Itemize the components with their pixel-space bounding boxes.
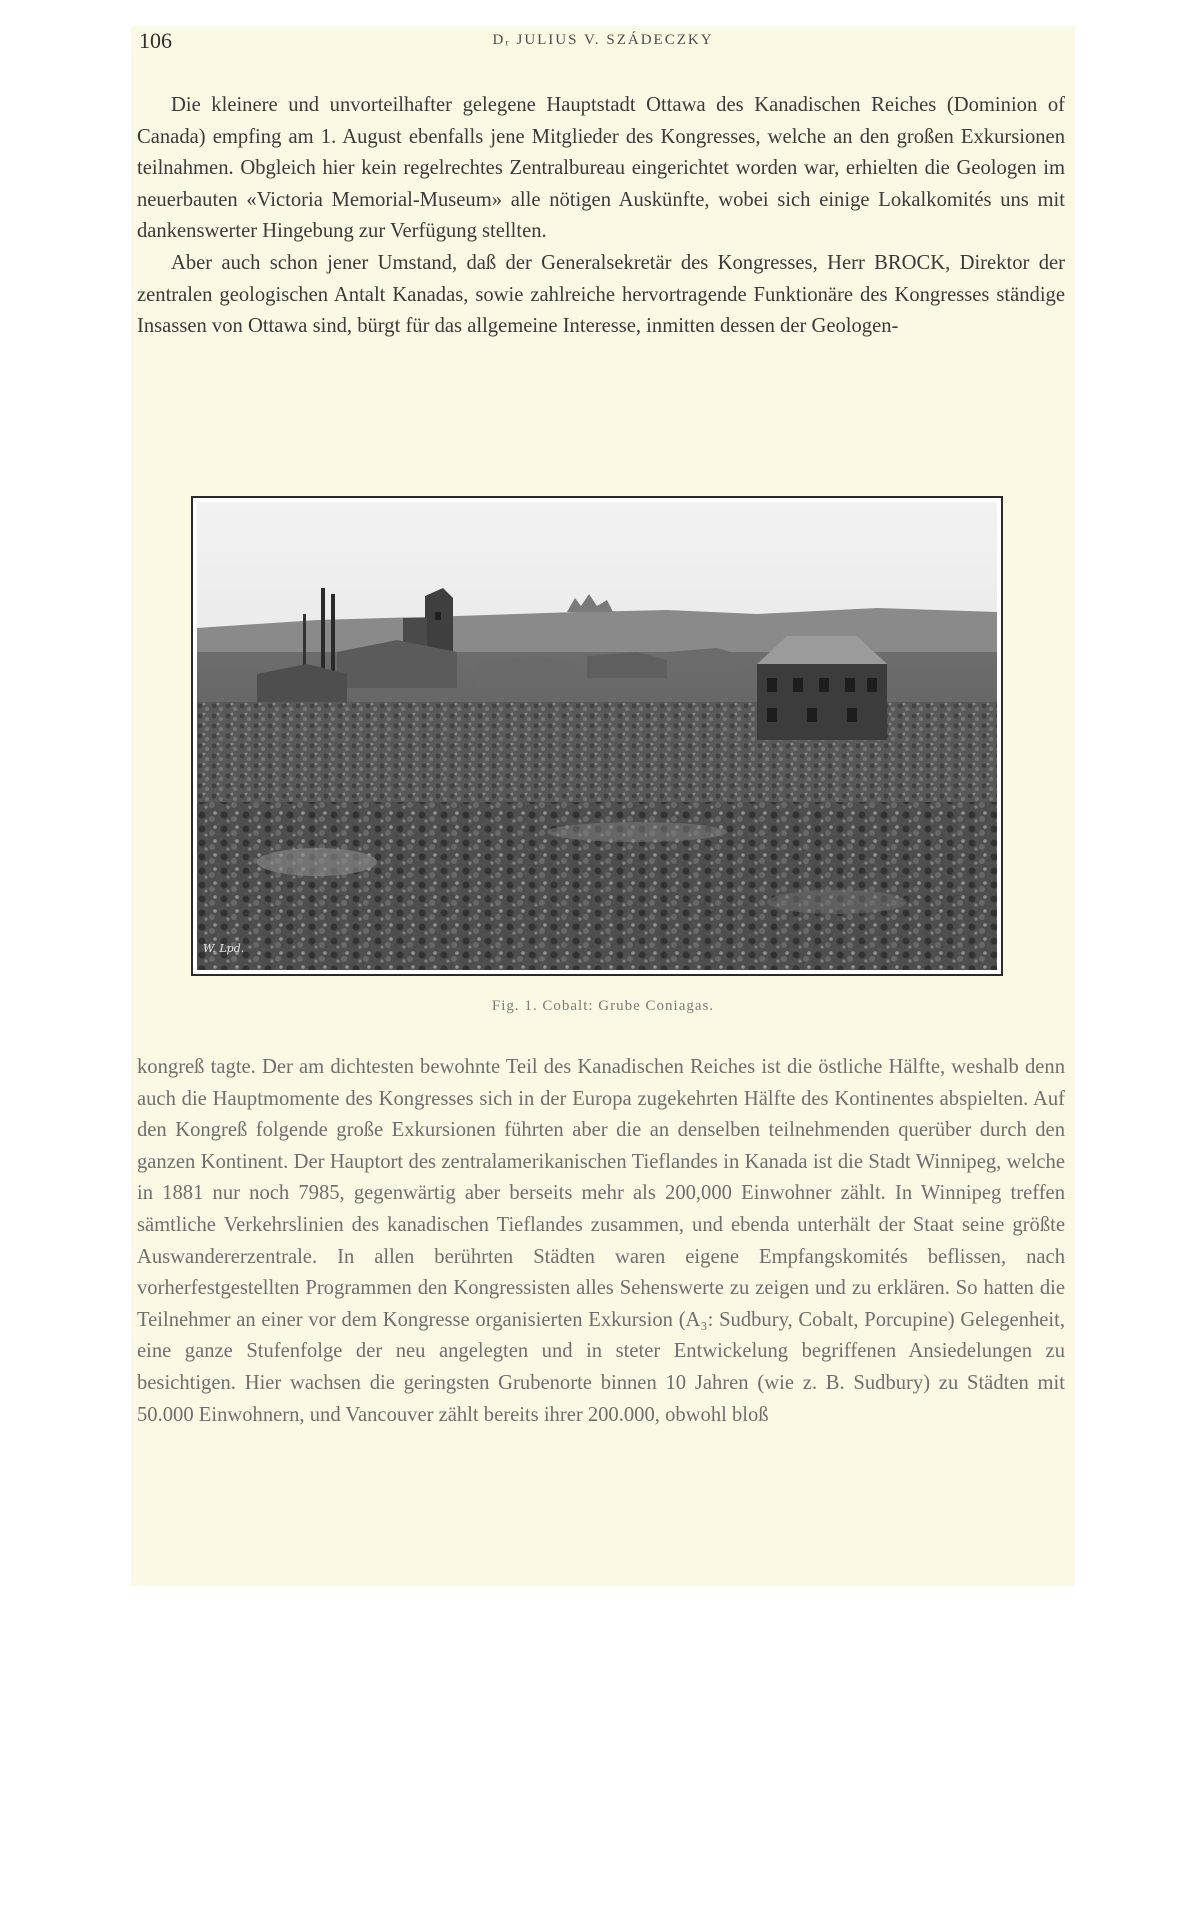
body-text-top [137, 90, 1065, 343]
running-head [131, 26, 1075, 56]
page-number: 106 [139, 28, 172, 53]
engraver-signature: W. Lpd. [203, 942, 245, 955]
paragraph: Die kleinere und unvorteilhafter gelegene Hauptstadt Ottawa des Kanadischen Reiches (Dominion of Canada) empfing am 1. August ebenfalls jene Mitglieder des Kongresses, welche an den großen Exkursionen teilnahmen. Obgleich hier kein regelrechtes Zentralbureau eingerichtet worden war, erhielten die Geologen im neuerbauten «Victoria Memorial-Museum» alle nötigen Auskünfte, wobei sich einige Lokalkomités uns mit dankenswerter Hingebung zur Verfügung stellten. [137, 94, 1065, 243]
page [131, 26, 1075, 1586]
body-text-bottom [137, 1052, 1065, 1431]
figure-photo-frame [191, 496, 1003, 976]
running-head-author: Dᵣ JULIUS V. SZÁDECZKY [492, 32, 714, 48]
mine-landscape-photo [197, 502, 997, 970]
figure-caption: Fig. 1. Cobalt: Grube Coniagas. [491, 998, 715, 1014]
paragraph: kongreß tagte. Der am dichtesten bewohnte Teil des Kanadischen Reiches ist die östliche Hälfte, weshalb denn auch die Hauptmomente des Kongresses sich in der Europa zugekehrten Hälfte des Kontinentes abspielten. Auf den Kongreß folgende große Exkursionen führten aber die an denselben teilnehmenden querüber durch den ganzen Kontinent. Der Hauptort des zentralamerikanischen Tieflandes in Kanada ist die Stadt Winnipeg, welche in 1881 nur noch 7985, gegenwärtig aber berseits mehr als 200,000 Einwohner zählt. In Winnipeg treffen sämtliche Verkehrslinien des kanadischen Tieflandes zusammen, und ebenda unterhält der Staat seine größte Auswandererzentrale. In allen berührten Städten waren eigene Empfangskomités beflissen, nach vorherfestgestellten Programmen den Kongressisten alles Sehenswerte zu zeigen und zu erklären. So hatten die Teilnehmer an einer vor dem Kongresse organisierten Exkursion (A₃: Sudbury, Cobalt, Porcupine) Gelegenheit, eine ganze Stufenfolge der neu angelegten und in steter Entwickelung begriffenen Ansiedelungen zu besichtigen. Hier wachsen die geringsten Grubenorte binnen 10 Jahren (wie z. B. Sudbury) zu Städten mit 50.000 Einwohnern, und Vancouver zählt bereits ihrer 200.000, obwohl bloß [137, 1056, 1065, 1426]
paragraph: Aber auch schon jener Umstand, daß der Generalsekretär des Kongresses, Herr BROCK, Direktor der zentralen geologischen Antalt Kanadas, sowie zahlreiche hervortragende Funktionäre des Kongresses ständige Insassen von Ottawa sind, bürgt für das allgemeine Interesse, inmitten dessen der Geologen- [137, 251, 1065, 338]
